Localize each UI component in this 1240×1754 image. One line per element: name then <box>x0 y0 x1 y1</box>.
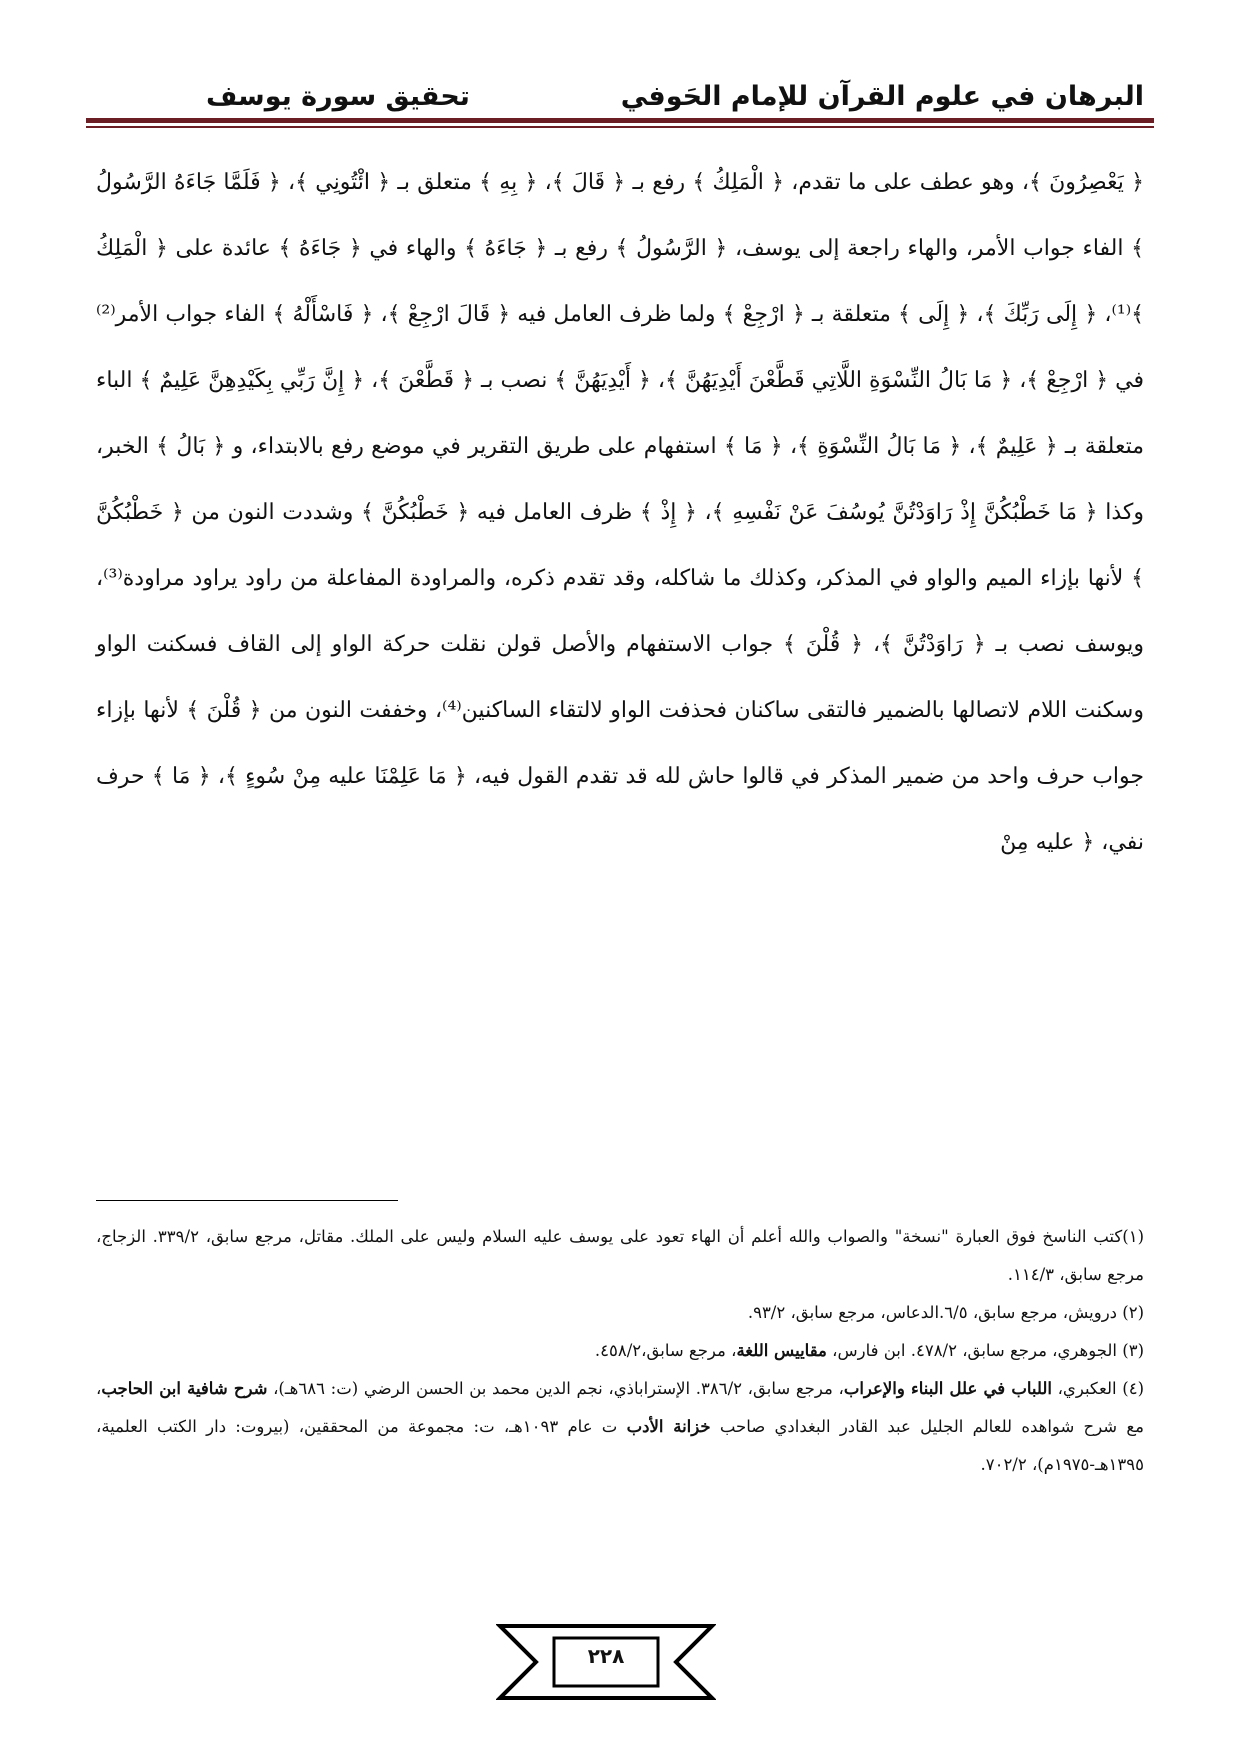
footnote-4-part: ، مع شرح شواهده للعالم الجليل عبد القادر البغدادي صاحب <box>96 1379 1144 1436</box>
footnote-4-book-title: شرح شافية ابن الحاجب <box>101 1379 268 1398</box>
footnotes <box>96 1218 1144 1484</box>
footnote-2: (٢) درويش، مرجع سابق، ٦/٥.الدعاس، مرجع سابق، ٩٣/٢. <box>747 1303 1144 1322</box>
footnote-3-part: (٣) الجوهري، مرجع سابق، ٤٧٨/٢. ابن فارس، <box>826 1341 1144 1360</box>
section-title: تحقيق سورة يوسف <box>206 81 470 112</box>
book-title: البرهان في علوم القرآن للإمام الحَوفي <box>620 81 1144 112</box>
footnote-separator <box>96 1200 398 1201</box>
footnote-4-book-title: اللباب في علل البناء والإعراب <box>843 1379 1052 1398</box>
footnote-1: (١)كتب الناسخ فوق العبارة "نسخة" والصواب والله أعلم أن الهاء تعود على يوسف عليه السلام وليس على الملك. مقاتل، مرجع سابق، ٣٣٩/٢. الزجاج، مرجع سابق، ١١٤/٣. <box>96 1227 1144 1284</box>
footnote-3-part: ، مرجع سابق،٤٥٨/٢. <box>594 1341 737 1360</box>
page-number-ornament <box>496 1622 716 1702</box>
header-rule-thick <box>86 118 1154 123</box>
page-number: ٢٢٨ <box>587 1644 625 1668</box>
footnote-4-part: ت عام ١٠٩٣هـ، ت: مجموعة من المحققين، (بيروت: دار الكتب العلمية، ١٣٩٥هـ-١٩٧٥م)، ٧٠٢/٢. <box>96 1417 1144 1474</box>
footnote-4-part: (٤) العكبري، <box>1051 1379 1145 1398</box>
header-rule-thin <box>86 126 1154 128</box>
footnote-3 <box>96 1332 1144 1370</box>
body-paragraph: ﴿ يَعْصِرُونَ ﴾، وهو عطف على ما تقدم، ﴿ الْمَلِكُ ﴾ رفع بـ ﴿ قَالَ ﴾، ﴿ بِهِ ﴾ متعلق بـ ﴿ ائْتُونِي ﴾، ﴿ فَلَمَّا جَاءَهُ الرَّسُولُ ﴾ الفاء جواب الأمر، والهاء راجعة إلى يوسف، ﴿ الرَّسُولُ ﴾ رفع بـ ﴿ جَاءَهُ ﴾ والهاء في ﴿ جَاءَهُ ﴾ عائدة على ﴿ الْمَلِكُ ﴾⁽¹⁾، ﴿ إِلَى رَبِّكَ ﴾، ﴿ إِلَى ﴾ متعلقة بـ ﴿ ارْجِعْ ﴾ ولما ظرف العامل فيه ﴿ قَالَ ارْجِعْ ﴾، ﴿ فَاسْأَلْهُ ﴾ الفاء جواب الأمر⁽²⁾ في ﴿ ارْجِعْ ﴾، ﴿ مَا بَالُ النِّسْوَةِ اللَّاتِي قَطَّعْنَ أَيْدِيَهُنَّ ﴾، ﴿ أَيْدِيَهُنَّ ﴾ نصب بـ ﴿ قَطَّعْنَ ﴾، ﴿ إِنَّ رَبِّي بِكَيْدِهِنَّ عَلِيمٌ ﴾ الباء متعلقة بـ ﴿ عَلِيمٌ ﴾، ﴿ مَا بَالُ النِّسْوَةِ ﴾، ﴿ مَا ﴾ استفهام على طريق التقرير في موضع رفع بالابتداء، و ﴿ بَالُ ﴾ الخبر، وكذا ﴿ مَا خَطْبُكُنَّ إِذْ رَاوَدْتُنَّ يُوسُفَ عَنْ نَفْسِهِ ﴾، ﴿ إِذْ ﴾ ظرف العامل فيه ﴿ خَطْبُكُنَّ ﴾ وشددت النون من ﴿ خَطْبُكُنَّ ﴾ لأنها بإزاء الميم والواو في المذكر، وكذلك ما شاكله، وقد تقدم ذكره، والمراودة المفاعلة من راود يراود مراودة⁽³⁾، ويوسف نصب بـ ﴿ رَاوَدْتُنَّ ﴾، ﴿ قُلْنَ ﴾ جواب الاستفهام والأصل قولن نقلت حركة الواو إلى القاف فسكنت الواو وسكنت اللام لاتصالها بالضمير فالتقى ساكنان فحذفت الواو لالتقاء الساكنين⁽⁴⁾، وخففت النون من ﴿ قُلْنَ ﴾ لأنها بإزاء جواب حرف واحد من ضمير المذكر في قالوا حاش لله قد تقدم القول فيه، ﴿ مَا عَلِمْنَا عليه مِنْ سُوءٍ ﴾، ﴿ مَا ﴾ حرف نفي، ﴿ عليه مِنْ <box>96 170 1144 855</box>
main-text <box>96 150 1144 876</box>
footnote-3-book-title: مقاييس اللغة <box>736 1341 827 1360</box>
footnote-4-part: ، مرجع سابق، ٣٨٦/٢. الإستراباذي، نجم الدين محمد بن الحسن الرضي (ت: ٦٨٦هـ)، <box>267 1379 844 1398</box>
running-header <box>96 66 1144 112</box>
footnote-4-book-title: خزانة الأدب <box>626 1417 711 1436</box>
footnote-4 <box>96 1370 1144 1484</box>
